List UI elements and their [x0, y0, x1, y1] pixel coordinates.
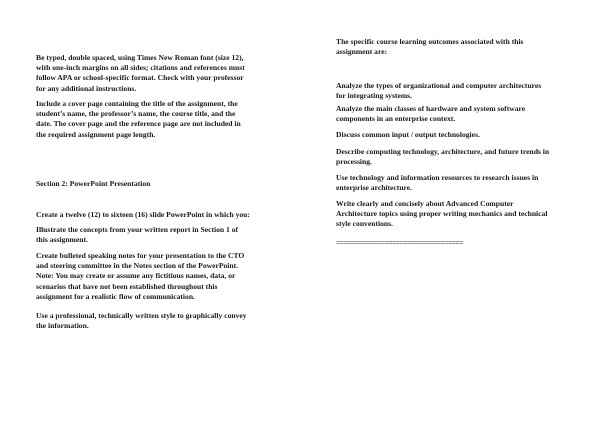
- divider-line: ==================================: [336, 238, 463, 247]
- outcome-computing-trends: Describe computing technology, architecture, and future trends in processing.: [336, 147, 550, 167]
- learning-outcomes-intro: The specific course learning outcomes associated with this assignment are:: [336, 37, 524, 57]
- outcome-hardware-software: Analyze the main classes of hardware and system software components in an enterprise context.: [336, 104, 526, 124]
- illustrate-concepts-paragraph: Illustrate the concepts from your written report in Section 1 of this assignment.: [36, 225, 239, 245]
- section-2-heading: Section 2: PowerPoint Presentation: [36, 179, 151, 188]
- outcome-research-issues: Use technology and information resources to research issues in enterprise architecture.: [336, 173, 539, 193]
- outcome-organizational-architectures: Analyze the types of organizational and computer architectures for integrating systems.: [336, 81, 542, 101]
- powerpoint-instruction-paragraph: Create a twelve (12) to sixteen (16) slide PowerPoint in which you:: [36, 210, 250, 219]
- outcome-writing: Write clearly and concisely about Advanced Computer Architecture topics using proper writing mechanics and technical style conventions.: [336, 199, 548, 229]
- cover-page-paragraph: Include a cover page containing the title of the assignment, the student’s name, the professor’s name, the course title, and the date. The cover page and the reference page are not included in the required assignment page length.: [36, 99, 241, 139]
- speaking-notes-paragraph: Create bulleted speaking notes for your presentation to the CTO and steering committee in the Notes section of the PowerPoint. Note: You may create or assume any fictitious names, data, or scenarios that have not been established throughout this assignment for a realistic flow of communication.: [36, 251, 245, 301]
- outcome-io-technologies: Discuss common input / output technologies.: [336, 130, 480, 139]
- formatting-requirements-paragraph: Be typed, double spaced, using Times New Roman font (size 12), with one-inch margins on all sides; citations and references must follow APA or school-specific format. Check with your professor for any additional instructions.: [36, 53, 245, 93]
- writing-style-paragraph: Use a professional, technically written style to graphically convey the information.: [36, 311, 247, 331]
- right-page: [300, 0, 600, 424]
